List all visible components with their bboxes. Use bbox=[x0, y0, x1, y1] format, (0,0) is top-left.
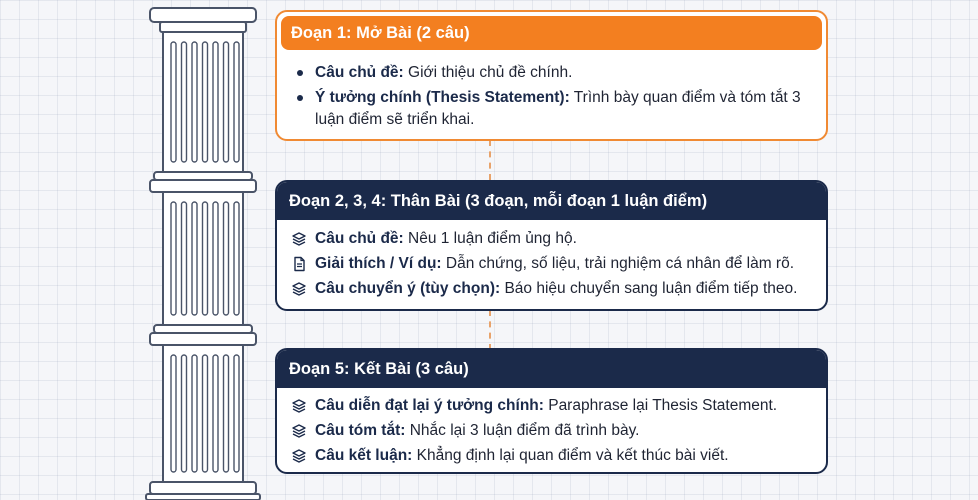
list-item bbox=[291, 395, 812, 417]
list-item bbox=[291, 445, 812, 467]
layers-icon bbox=[291, 231, 307, 247]
section-header-body: Đoạn 2, 3, 4: Thân Bài (3 đoạn, mỗi đoạn 1 luận điểm) bbox=[277, 182, 826, 220]
layers-icon bbox=[291, 281, 307, 297]
section-item-list bbox=[277, 50, 826, 131]
item-label: Câu kết luận: bbox=[315, 447, 413, 464]
item-text: Nêu 1 luận điểm ủng hộ. bbox=[403, 230, 577, 247]
item-label: Câu tóm tắt: bbox=[315, 422, 406, 439]
section-item-list bbox=[277, 388, 826, 467]
connector-line-2 bbox=[489, 310, 491, 350]
bullet-dot-icon bbox=[297, 70, 303, 76]
item-text: Dẫn chứng, số liệu, trải nghiệm cá nhân để làm rõ. bbox=[441, 255, 795, 272]
list-item bbox=[291, 228, 812, 250]
section-header-conclusion: Đoạn 5: Kết Bài (3 câu) bbox=[277, 350, 826, 388]
item-label: Câu chuyển ý (tùy chọn): bbox=[315, 280, 501, 297]
item-label: Câu diễn đạt lại ý tưởng chính: bbox=[315, 397, 544, 414]
layers-icon bbox=[291, 448, 307, 464]
connector-line-1 bbox=[489, 140, 491, 180]
bullet-dot-icon bbox=[297, 95, 303, 101]
section-card-conclusion bbox=[275, 348, 828, 474]
section-item-list bbox=[277, 220, 826, 300]
greek-pillar-illustration bbox=[0, 0, 270, 500]
item-text: Trình bày quan điểm và tóm tắt 3 luận điểm sẽ triển khai. bbox=[315, 89, 801, 128]
item-text: Giới thiệu chủ đề chính. bbox=[403, 64, 573, 81]
section-card-body bbox=[275, 180, 828, 311]
item-text: Nhắc lại 3 luận điểm đã trình bày. bbox=[405, 422, 640, 439]
item-label: Giải thích / Ví dụ: bbox=[315, 255, 442, 272]
list-item bbox=[291, 87, 812, 131]
item-label: Câu chủ đề: bbox=[315, 64, 404, 81]
document-icon bbox=[291, 256, 307, 272]
list-item bbox=[291, 62, 812, 84]
item-label: Câu chủ đề: bbox=[315, 230, 404, 247]
list-item bbox=[291, 420, 812, 442]
layers-icon bbox=[291, 423, 307, 439]
layers-icon bbox=[291, 398, 307, 414]
item-text: Paraphrase lại Thesis Statement. bbox=[543, 397, 778, 414]
item-text: Khẳng định lại quan điểm và kết thúc bài viết. bbox=[412, 447, 729, 464]
section-header-intro: Đoạn 1: Mở Bài (2 câu) bbox=[281, 16, 822, 50]
list-item bbox=[291, 253, 812, 275]
list-item bbox=[291, 278, 812, 300]
item-text: Báo hiệu chuyển sang luận điểm tiếp theo. bbox=[500, 280, 798, 297]
section-card-intro bbox=[275, 10, 828, 141]
item-label: Ý tưởng chính (Thesis Statement): bbox=[315, 89, 570, 106]
